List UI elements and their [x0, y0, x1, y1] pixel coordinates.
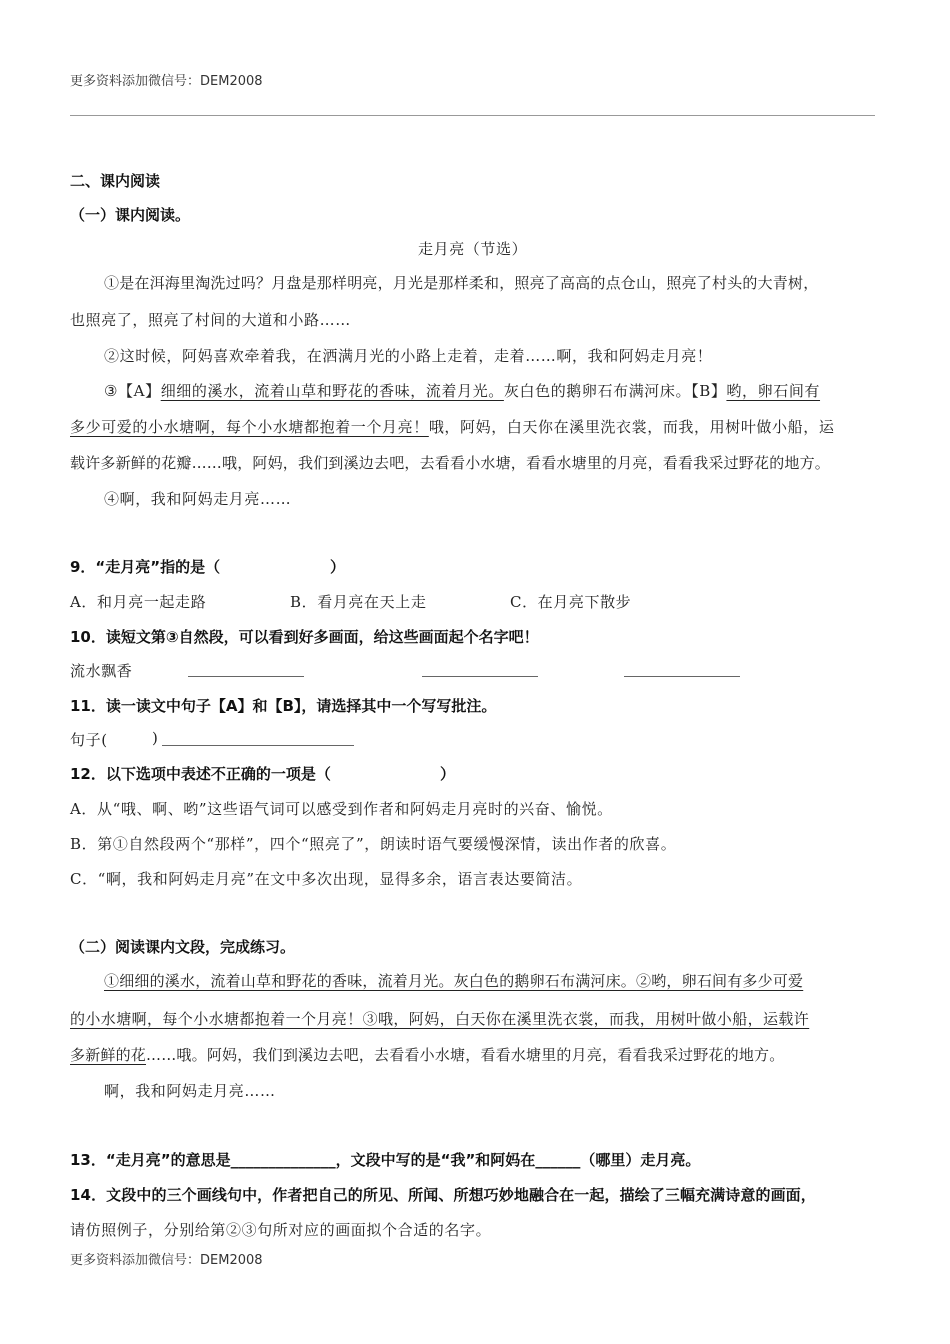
para3-line2	[70, 416, 834, 437]
part2-line3	[70, 1044, 784, 1065]
section-title: 二、课内阅读	[70, 172, 161, 190]
q9-option-a: A．和月亮一起走路	[70, 593, 207, 611]
para1-line2: 也照亮了，照亮了村间的大道和小路……	[70, 311, 351, 329]
marker-a: ③【A】	[104, 382, 161, 400]
q9-stem: 9．“走月亮”指的是（	[70, 558, 221, 576]
q13-part2: ，文段中写的是“我”和阿妈在	[335, 1151, 536, 1169]
page-footer: 更多资料添加微信号：DEM2008	[70, 1253, 263, 1268]
q13	[70, 1149, 700, 1170]
underlined-sentence-3-start: ③哦，阿妈，白天你在溪里洗衣裳，而我，用树叶做小船，运载许	[362, 1010, 810, 1028]
para4: ④啊，我和阿妈走月亮……	[104, 490, 292, 508]
q10-stem: 10．读短文第③自然段，可以看到好多画面，给这些画面起个名字吧！	[70, 628, 539, 646]
q12-stem: 12．以下选项中表述不正确的一项是（	[70, 765, 331, 783]
q11-prefix: 句子(	[70, 731, 108, 749]
page-header: 更多资料添加微信号：DEM2008	[70, 74, 263, 89]
q9-close: ）	[330, 558, 346, 576]
part2-line1	[104, 970, 803, 991]
q10-blank-3[interactable]	[624, 676, 740, 677]
passage-title: 走月亮（节选）	[418, 240, 528, 258]
underlined-sentence-1: ①细细的溪水，流着山草和野花的香味，流着月光。灰白色的鹅卵石布满河床。	[104, 972, 637, 990]
part2-text: ……哦。阿妈，我们到溪边去吧，去看看小水塘，看看水塘里的月亮，看看我采过野花的地方。	[146, 1046, 785, 1064]
part1-title: （一）课内阅读。	[70, 206, 191, 224]
sentence-a: 细细的溪水，流着山草和野花的香味，流着月光。	[160, 382, 504, 400]
para3-text: 灰白色的鹅卵石布满河床。【B】	[503, 382, 727, 400]
q13-part3: （哪里）走月亮。	[580, 1151, 701, 1169]
underlined-sentence-3-end: 多新鲜的花	[70, 1046, 147, 1064]
part2-title: （二）阅读课内文段，完成练习。	[70, 938, 296, 956]
para3-text: 哦，阿妈，白天你在溪里洗衣裳，而我，用树叶做小船，运	[428, 418, 835, 436]
para3-line3: 载许多新鲜的花瓣……哦，阿妈，我们到溪边去吧，去看看小水塘，看看水塘里的月亮，看看我采过野花的地方。	[70, 454, 831, 472]
para1-line1: ①是在洱海里淘洗过吗？月盘是那样明亮，月光是那样柔和，照亮了高高的点仓山，照亮了村头的大青树，	[104, 274, 819, 292]
underlined-sentence-2-end: 的小水塘啊，每个小水塘都抱着一个月亮！	[70, 1010, 363, 1028]
q13-blank-2[interactable]: ______	[535, 1151, 581, 1169]
q12-option-a: A．从“哦、啊、哟”这些语气词可以感受到作者和阿妈走月亮时的兴奋、愉悦。	[70, 800, 613, 818]
q13-part1: 13．“走月亮”的意思是	[70, 1151, 231, 1169]
q10-example: 流水飘香	[70, 662, 133, 680]
para2: ②这时候，阿妈喜欢牵着我，在洒满月光的小路上走着，走着……啊，我和阿妈走月亮！	[104, 347, 713, 365]
q11-blank[interactable]	[162, 745, 354, 746]
part2-line2	[70, 1008, 809, 1029]
q13-blank-1[interactable]: ______________	[230, 1151, 336, 1169]
q11-stem: 11．读一读文中句子【A】和【B】，请选择其中一个写写批注。	[70, 697, 497, 715]
header-divider	[70, 115, 875, 116]
part2-line4: 啊，我和阿妈走月亮……	[104, 1082, 276, 1100]
q14-line1: 14．文段中的三个画线句中，作者把自己的所见、所闻、所想巧妙地融合在一起，描绘了三幅充满诗意的画面，	[70, 1186, 816, 1204]
q9-option-c: C．在月亮下散步	[510, 593, 632, 611]
q10-blank-1[interactable]	[188, 676, 304, 677]
sentence-b-end: 多少可爱的小水塘啊，每个小水塘都抱着一个月亮！	[70, 418, 429, 436]
q9-option-b: B．看月亮在天上走	[290, 593, 427, 611]
q12-option-b: B．第①自然段两个“那样”，四个“照亮了”，朗读时语气要缓慢深情，读出作者的欣喜。	[70, 835, 677, 853]
q11-close: )	[152, 729, 159, 747]
q12-close: ）	[440, 765, 456, 783]
q14-line2: 请仿照例子，分别给第②③句所对应的画面拟个合适的名字。	[70, 1221, 492, 1239]
underlined-sentence-2-start: ②哟，卵石间有多少可爱	[636, 972, 804, 990]
sentence-b-start: 哟，卵石间有	[726, 382, 821, 400]
q12-option-c: C．“啊，我和阿妈走月亮”在文中多次出现，显得多余，语言表达要简洁。	[70, 870, 583, 888]
para3-line1	[104, 380, 820, 401]
q10-blank-2[interactable]	[422, 676, 538, 677]
